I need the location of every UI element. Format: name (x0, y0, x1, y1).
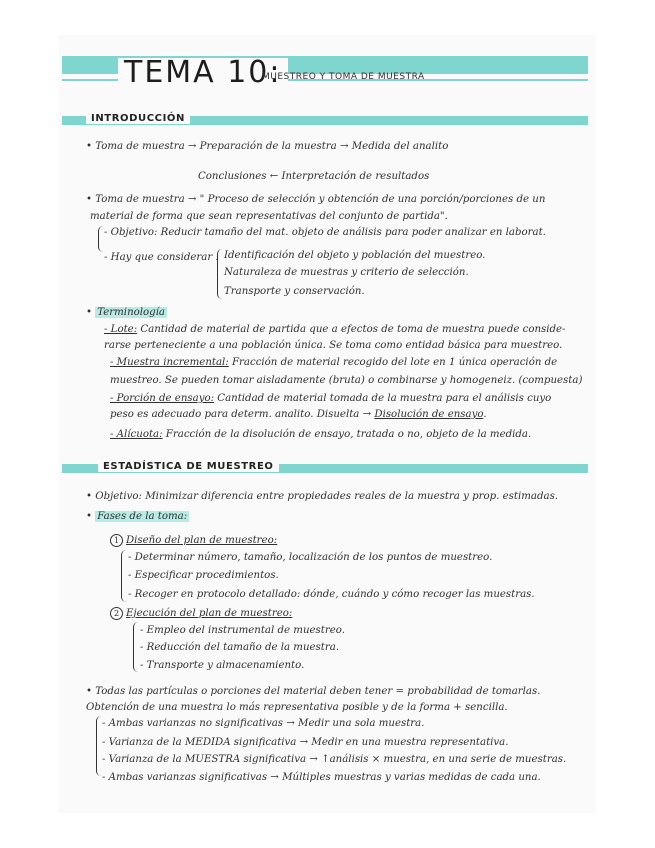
considerar-item-3: Transporte y conservación. (224, 286, 365, 297)
alicuota-def: Fracción de la disolución de ensayo, tratada o no, objeto de la medida. (162, 429, 532, 440)
fases-heading (86, 512, 189, 522)
varianza-case-2: - Varianza de la MEDIDA significativa → Medir en una muestra representativa. (102, 737, 509, 748)
fases-label: Fases de la toma: (97, 511, 188, 522)
muestra-incremental-line-1 (110, 358, 557, 368)
section-heading-estadistica: ESTADÍSTICA DE MUESTREO (98, 461, 279, 472)
muestra-incremental-def-1: Fracción de material recogido del lote en 1 única operación de (228, 357, 558, 368)
section-heading-intro: INTRODUCCIÓN (86, 113, 190, 124)
fase-2-item-1: - Empleo del instrumental de muestreo. (140, 625, 345, 636)
lote-term: - Lote: (104, 324, 138, 335)
terminologia-heading (86, 308, 167, 318)
brace-considerar (217, 249, 222, 299)
estadistica-objetivo: • Objetivo: Minimizar diferencia entre propiedades reales de la muestra y prop. estimadas. (86, 491, 559, 502)
fase-2-number: 2 (110, 607, 123, 620)
fase-2-item-3: - Transporte y almacenamiento. (140, 660, 305, 671)
fase-2-label: Ejecución del plan de muestreo: (126, 608, 293, 619)
fase-2-item-2: - Reducción del tamaño de la muestra. (140, 642, 340, 653)
disolucion-ensayo-term: Disolución de ensayo (374, 409, 484, 420)
porcion-ensayo-def-1: Cantidad de material tomada de la muestra para el análisis cuyo (214, 393, 552, 404)
flow-line-1: • Toma de muestra → Preparación de la muestra → Medida del analito (86, 141, 449, 152)
todas-line-1: • Todas las partículas o porciones del material deben tener = probabilidad de tomarlas. (86, 686, 541, 697)
objetivo-line: - Objetivo: Reducir tamaño del mat. objeto de análisis para poder analizar en laborat. (104, 227, 546, 238)
todas-line-2: Obtención de una muestra lo más representativa posible y de la forma + sencilla. (86, 702, 508, 713)
flow-line-2: Conclusiones ← Interpretación de resultados (198, 171, 430, 182)
page-title: TEMA 10: (118, 58, 288, 88)
brace-objetivo (98, 226, 103, 252)
terminologia-label: Terminología (97, 307, 166, 318)
alicuota-term: - Alícuota: (110, 429, 163, 440)
brace-fase-1 (121, 550, 126, 602)
fase-1-item-3: - Recoger en protocolo detallado: dónde, cuándo y cómo recoger las muestras. (128, 589, 535, 600)
definition-line-2: material de forma que sean representativas del conjunto de partida". (90, 211, 448, 222)
brace-varianzas (96, 716, 101, 776)
fase-2-title (110, 607, 292, 620)
bullet: • (86, 307, 96, 318)
bullet: • (86, 511, 96, 522)
lote-line-2: rarse perteneciente a una población única. Se toma como entidad básica para muestreo. (104, 340, 563, 351)
fase-1-title (110, 534, 277, 547)
lote-line-1 (104, 325, 566, 335)
fase-1-item-1: - Determinar número, tamaño, localización de los puntos de muestreo. (128, 552, 493, 563)
muestra-incremental-term: - Muestra incremental: (110, 357, 229, 368)
porcion-ensayo-def-2: peso es adecuado para determ. analito. Disuelta → (110, 409, 375, 420)
page-subtitle: MUESTREO Y TOMA DE MUESTRA (262, 72, 425, 82)
period: . (483, 409, 487, 420)
lote-def-1: Cantidad de material de partida que a efectos de toma de muestra puede conside- (137, 324, 566, 335)
brace-fase-2 (133, 622, 138, 672)
fase-1-number: 1 (110, 534, 123, 547)
porcion-ensayo-line-2 (110, 410, 487, 420)
varianza-case-4: - Ambas varianzas significativas → Múltiples muestras y varias medidas de cada una. (102, 772, 541, 783)
fase-1-item-2: - Especificar procedimientos. (128, 570, 279, 581)
porcion-ensayo-term: - Porción de ensayo: (110, 393, 215, 404)
alicuota-line (110, 430, 531, 440)
muestra-incremental-line-2: muestreo. Se pueden tomar aisladamente (bruta) o combinarse y homogeneiz. (compuesta) (110, 375, 583, 386)
varianza-case-3: - Varianza de la MUESTRA significativa → ↑análisis × muestra, en una serie de muestras. (102, 754, 567, 765)
varianza-case-1: - Ambas varianzas no significativas → Medir una sola muestra. (102, 718, 425, 729)
fase-1-label: Diseño del plan de muestreo: (126, 535, 278, 546)
considerar-item-2: Naturaleza de muestras y criterio de selección. (224, 267, 469, 278)
considerar-item-1: Identificación del objeto y población del muestreo. (224, 250, 486, 261)
hay-que-considerar: - Hay que considerar : (104, 252, 219, 263)
definition-line-1: • Toma de muestra → " Proceso de selección y obtención de una porción/porciones de un (86, 194, 546, 205)
porcion-ensayo-line-1 (110, 394, 551, 404)
